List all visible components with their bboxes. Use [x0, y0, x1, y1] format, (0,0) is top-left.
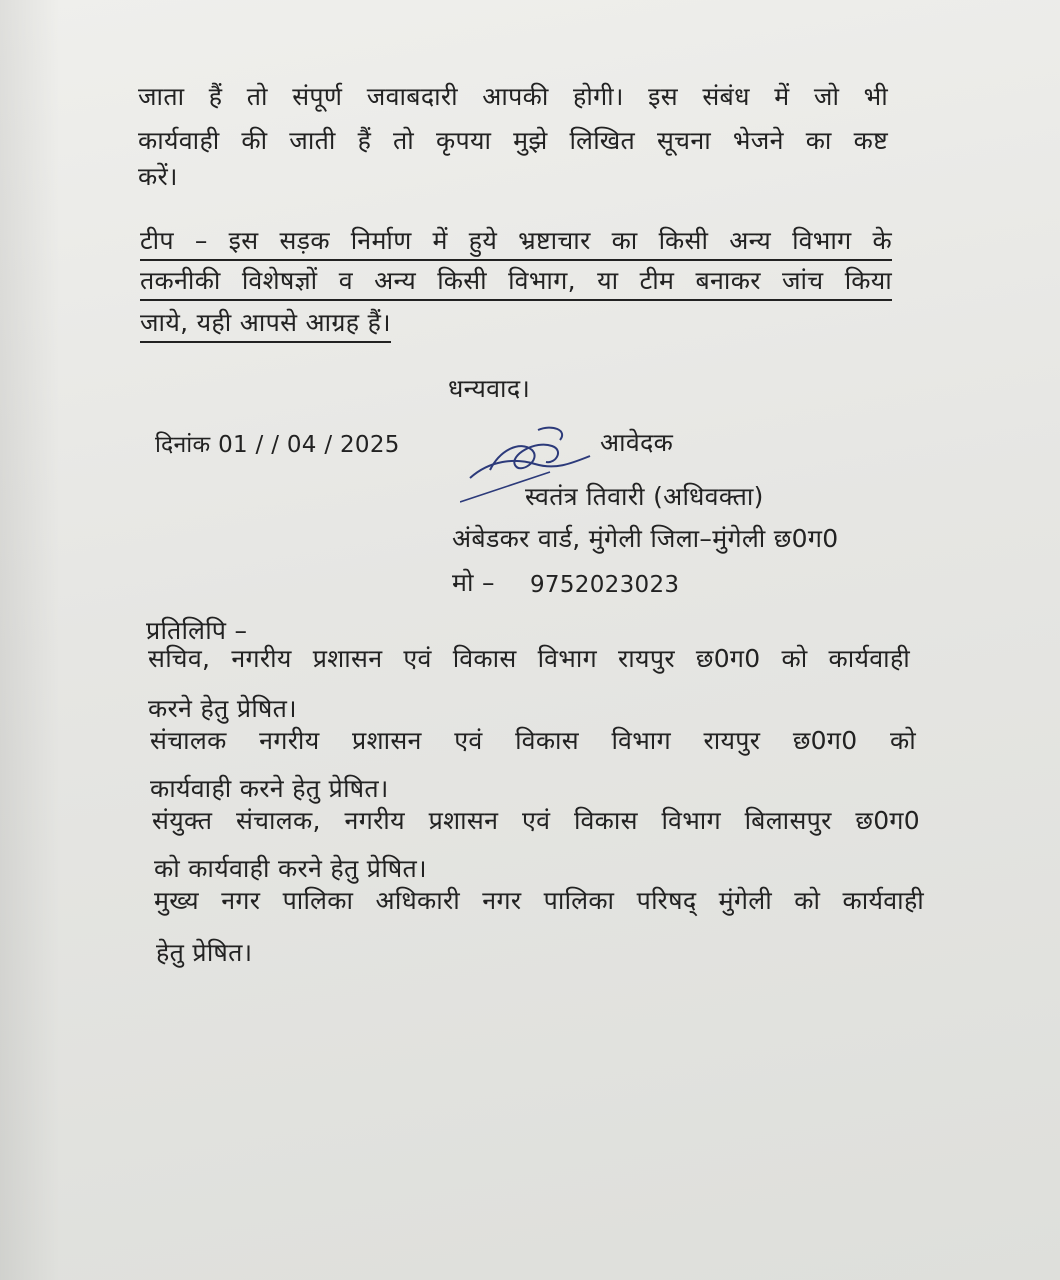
copy-line: संयुक्त संचालक, नगरीय प्रशासन एवं विकास विभाग बिलासपुर छ0ग0	[152, 806, 920, 835]
date-text: दिनांक 01 / / 04 / 2025	[155, 432, 400, 458]
applicant-name: स्वतंत्र तिवारी (अधिवक्ता)	[525, 482, 764, 511]
paragraph-line: कार्यवाही की जाती हैं तो कृपया मुझे लिखित सूचना भेजने का कष्ट	[138, 126, 888, 155]
copy-line: मुख्य नगर पालिका अधिकारी नगर पालिका परिषद् मुंगेली को कार्यवाही	[154, 886, 924, 915]
note-line: जाये, यही आपसे आग्रह हैं।	[140, 306, 391, 343]
applicant-label: आवेदक	[600, 428, 674, 457]
copies-heading: प्रतिलिपि –	[146, 616, 248, 645]
mobile-label: मो –	[452, 568, 495, 597]
copy-line: करने हेतु प्रेषित।	[148, 694, 297, 723]
note-line: तकनीकी विशेषज्ञों व अन्य किसी विभाग, या टीम बनाकर जांच किया	[140, 264, 892, 301]
note-line: टीप – इस सड़क निर्माण में हुये भ्रष्टाचार का किसी अन्य विभाग के	[140, 224, 892, 261]
copy-line: को कार्यवाही करने हेतु प्रेषित।	[154, 854, 427, 883]
applicant-address: अंबेडकर वार्ड, मुंगेली जिला–मुंगेली छ0ग0	[452, 524, 839, 553]
copy-line: हेतु प्रेषित।	[156, 938, 253, 967]
paragraph-line: जाता हैं तो संपूर्ण जवाबदारी आपकी होगी। इस संबंध में जो भी	[138, 82, 888, 111]
copy-line: सचिव, नगरीय प्रशासन एवं विकास विभाग रायपुर छ0ग0 को कार्यवाही	[148, 644, 910, 673]
page-shadow	[0, 0, 60, 1280]
paragraph-line: करें।	[138, 162, 178, 191]
thanks-text: धन्यवाद।	[448, 374, 531, 403]
copy-line: कार्यवाही करने हेतु प्रेषित।	[150, 774, 389, 803]
copy-line: संचालक नगरीय प्रशासन एवं विकास विभाग रायपुर छ0ग0 को	[150, 726, 916, 755]
mobile-number: 9752023023	[530, 572, 680, 598]
